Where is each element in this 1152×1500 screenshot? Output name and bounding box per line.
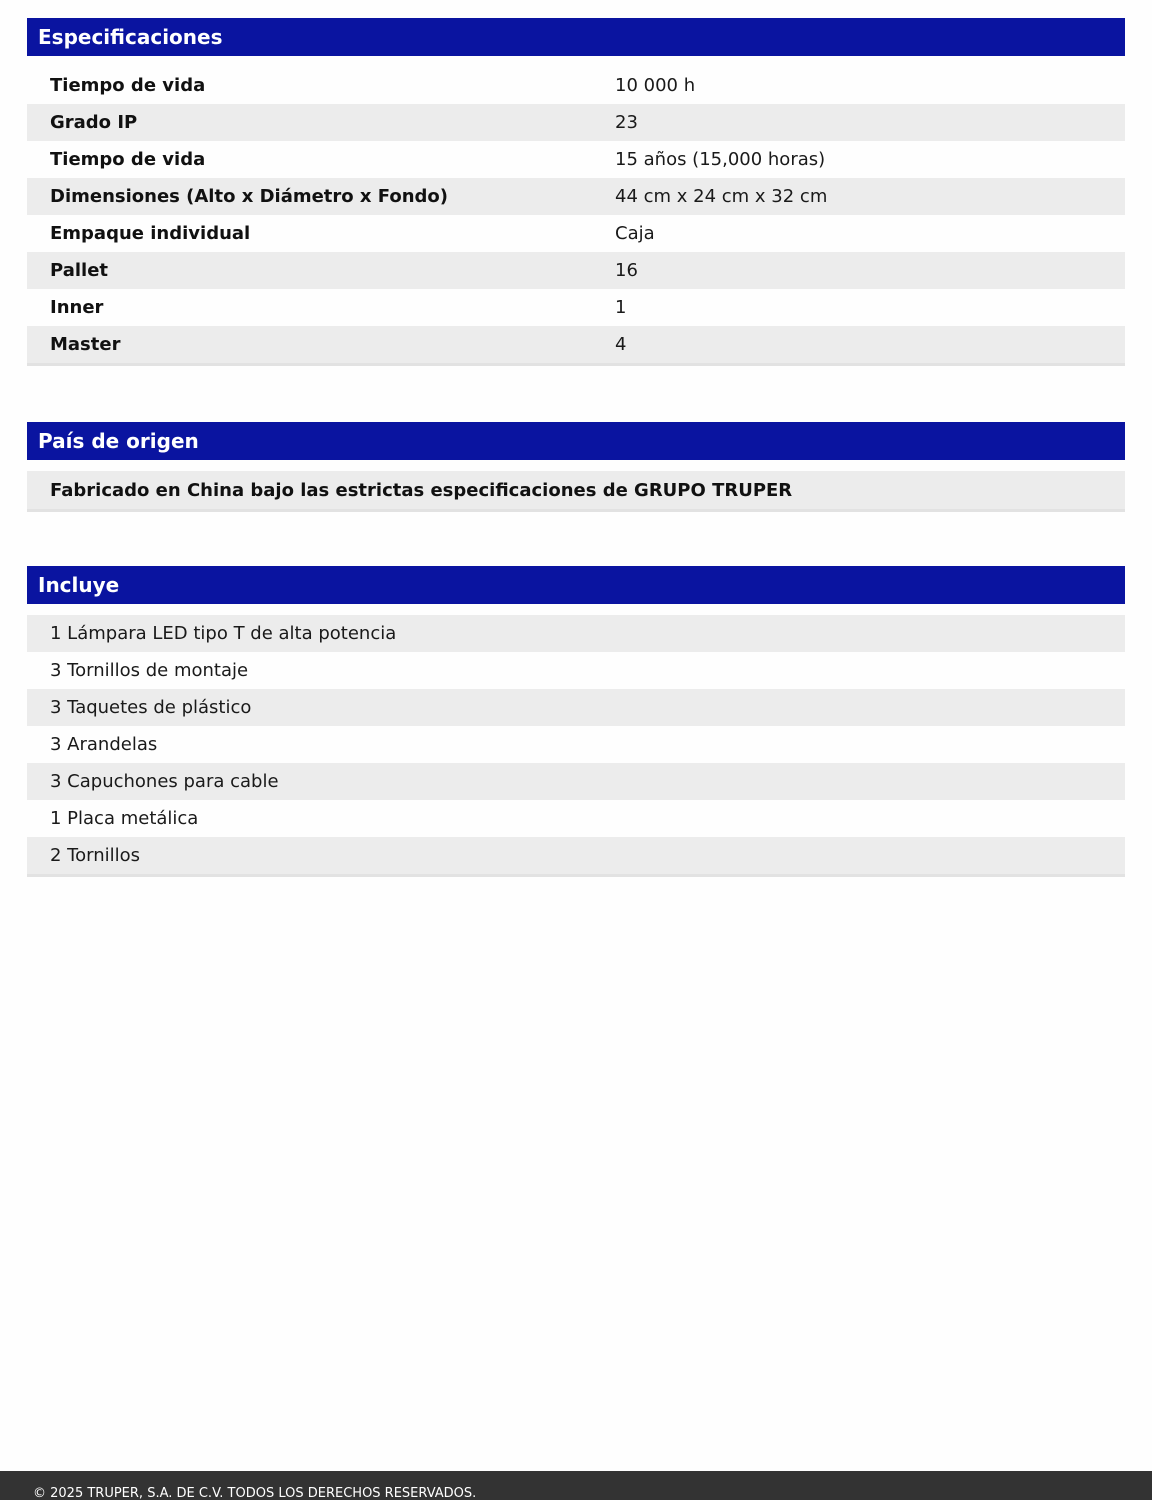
spec-value: 10 000 h xyxy=(615,75,696,96)
spec-value: 16 xyxy=(615,260,638,281)
origin-header: País de origen xyxy=(27,422,1125,460)
spec-value: Caja xyxy=(615,223,655,244)
list-item xyxy=(27,837,1125,874)
includes-header: Incluye xyxy=(27,566,1125,604)
list-item-text: 3 Arandelas xyxy=(50,734,158,755)
spec-key: Master xyxy=(50,334,121,355)
origin-section xyxy=(27,422,1125,512)
list-item xyxy=(27,615,1125,652)
spec-row xyxy=(27,326,1125,363)
spec-value: 44 cm x 24 cm x 32 cm xyxy=(615,186,828,207)
list-item-text: 3 Tornillos de montaje xyxy=(50,660,249,681)
spec-value: 1 xyxy=(615,297,627,318)
spec-row xyxy=(27,215,1125,252)
list-item-text: 3 Taquetes de plástico xyxy=(50,697,252,718)
origin-row xyxy=(27,471,1125,509)
spec-key: Dimensiones (Alto x Diámetro x Fondo) xyxy=(50,186,449,207)
spec-value: 4 xyxy=(615,334,627,355)
includes-section xyxy=(27,566,1125,877)
specs-section xyxy=(27,18,1125,366)
list-item xyxy=(27,800,1125,837)
copyright-text: © 2025 TRUPER, S.A. DE C.V. TODOS LOS DERECHOS RESERVADOS. xyxy=(33,1486,477,1500)
spec-row xyxy=(27,104,1125,141)
spec-key: Pallet xyxy=(50,260,109,281)
spec-value: 15 años (15,000 horas) xyxy=(615,149,826,170)
spec-key: Tiempo de vida xyxy=(50,149,206,170)
list-item xyxy=(27,763,1125,800)
spec-row xyxy=(27,252,1125,289)
list-item-text: 1 Lámpara LED tipo T de alta potencia xyxy=(50,623,397,644)
footer xyxy=(0,1471,1152,1500)
list-item-text: 1 Placa metálica xyxy=(50,808,199,829)
includes-list xyxy=(27,615,1125,877)
specs-table xyxy=(27,67,1125,366)
spec-row xyxy=(27,67,1125,104)
spec-row xyxy=(27,289,1125,326)
origin-text: Fabricado en China bajo las estrictas especificaciones de GRUPO TRUPER xyxy=(50,479,793,501)
spec-row xyxy=(27,178,1125,215)
spec-value: 23 xyxy=(615,112,638,133)
spec-key: Inner xyxy=(50,297,104,318)
list-item-text: 2 Tornillos xyxy=(50,845,141,866)
list-item-text: 3 Capuchones para cable xyxy=(50,771,279,792)
spec-key: Grado IP xyxy=(50,112,138,133)
list-item xyxy=(27,689,1125,726)
list-item xyxy=(27,652,1125,689)
spec-row xyxy=(27,141,1125,178)
spec-key: Empaque individual xyxy=(50,223,251,244)
spec-key: Tiempo de vida xyxy=(50,75,206,96)
origin-table xyxy=(27,471,1125,512)
list-item xyxy=(27,726,1125,763)
specs-header: Especificaciones xyxy=(27,18,1125,56)
